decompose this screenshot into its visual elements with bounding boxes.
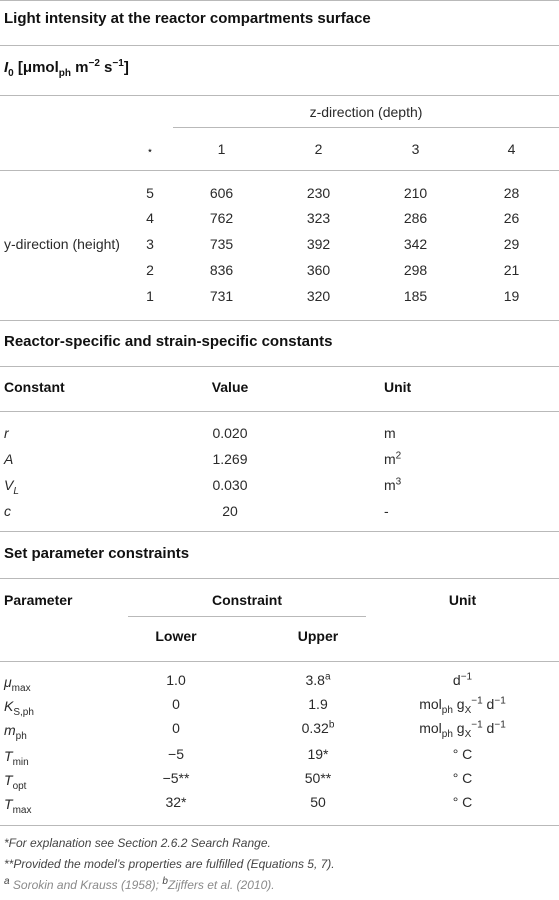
cell: 230 xyxy=(306,185,331,201)
unit-value: ° C xyxy=(452,746,473,762)
constant-unit: $m^2$ xyxy=(384,450,402,467)
lower-value: 0 xyxy=(172,720,180,736)
y-index: 1 xyxy=(146,288,154,304)
rule xyxy=(0,95,559,96)
z-col-3: 3 xyxy=(411,141,420,157)
header-lower: Lower xyxy=(155,628,197,644)
footnote-1: *For explanation see Section 2.6.2 Search Range. xyxy=(4,836,271,850)
unit-value: mol$_{ph}$ $g_X^{-1}$ $d^{-1}$ xyxy=(419,695,506,716)
unit-open: [μmol xyxy=(13,59,59,76)
cell: 323 xyxy=(306,210,331,226)
footnote-3: $^a$ Sorokin and Krauss (1958); $^b$Zijffers et al. (2010). xyxy=(4,876,275,892)
cell: 19 xyxy=(503,288,520,304)
lower-value: 32* xyxy=(165,794,187,810)
cell: 360 xyxy=(306,262,331,278)
constant-value: 20 xyxy=(222,503,238,519)
constant-value: 0.020 xyxy=(212,425,248,441)
upper-value: 3.8$^a$ xyxy=(305,671,331,688)
constant-name: c xyxy=(4,503,11,519)
y-index: 3 xyxy=(146,236,154,252)
header-unit: Unit xyxy=(448,592,477,608)
rule xyxy=(0,578,559,579)
cell: 210 xyxy=(403,185,428,201)
lower-value: 1.0 xyxy=(166,672,186,688)
unit-m-exp: −2 xyxy=(88,58,100,69)
unit-m: m xyxy=(70,59,89,76)
top-rule xyxy=(0,0,559,1)
z-direction-header: z-direction (depth) xyxy=(309,104,423,120)
section-title-light: Light intensity at the reactor compartments surface xyxy=(4,10,371,27)
cell: 29 xyxy=(503,236,520,252)
rule xyxy=(0,531,559,532)
variable-header xyxy=(4,58,129,79)
rule xyxy=(0,320,559,321)
parameter-name: $T_{min}$ xyxy=(4,748,29,768)
rule xyxy=(0,45,559,46)
cell: 735 xyxy=(209,236,234,252)
lower-value: −5 xyxy=(168,746,184,762)
y-index: 5 xyxy=(146,185,154,201)
cell: 28 xyxy=(503,185,520,201)
constant-value: 1.269 xyxy=(212,451,248,467)
parameter-name: $m_{ph}$ xyxy=(4,722,27,742)
constant-name: A xyxy=(4,451,14,467)
upper-value: 0.32$^b$ xyxy=(301,719,335,736)
y-index: 2 xyxy=(146,262,154,278)
cell: 762 xyxy=(209,210,234,226)
unit-close: ] xyxy=(123,59,129,76)
cell: 320 xyxy=(306,288,331,304)
cell: 342 xyxy=(403,236,428,252)
header-value: Value xyxy=(211,379,249,395)
cell: 185 xyxy=(403,288,428,304)
rule xyxy=(0,366,559,367)
cell: 286 xyxy=(403,210,428,226)
var-symbol: I xyxy=(4,59,9,76)
section-title-constants: Reactor-specific and strain-specific constants xyxy=(4,333,333,350)
constant-name: $V_L$ xyxy=(4,477,19,497)
upper-value: 50** xyxy=(304,770,332,786)
parameter-name: $K_{S,ph}$ xyxy=(4,698,34,718)
y-index: 4 xyxy=(146,210,154,226)
cell: 836 xyxy=(209,262,234,278)
header-constraint: Constraint xyxy=(212,592,282,608)
header-constant: Constant xyxy=(4,379,65,395)
cell: 606 xyxy=(209,185,234,201)
z-col-1: 1 xyxy=(217,141,226,157)
parameter-name: $\mu_{max}$ xyxy=(4,674,31,694)
lower-value: −5** xyxy=(162,770,190,786)
cell: 392 xyxy=(306,236,331,252)
header-parameter: Parameter xyxy=(4,592,73,608)
rule xyxy=(0,661,559,662)
unit-value: mol$_{ph}$ $g_X^{-1}$ $d^{-1}$ xyxy=(419,719,506,740)
header-upper: Upper xyxy=(297,628,339,644)
parameter-name: $T_{max}$ xyxy=(4,796,32,816)
rule xyxy=(0,411,559,412)
cell: 298 xyxy=(403,262,428,278)
constant-unit: $m^3$ xyxy=(384,476,402,493)
upper-value: 19* xyxy=(307,746,329,762)
constant-value: 0.030 xyxy=(212,477,248,493)
unit-value: ° C xyxy=(452,794,473,810)
constant-unit: m xyxy=(384,425,396,441)
upper-value: 50 xyxy=(310,794,326,810)
header-unit: Unit xyxy=(384,379,412,395)
z-col-2: 2 xyxy=(314,141,323,157)
unit-ph: ph xyxy=(58,68,71,79)
constant-unit: - xyxy=(384,503,389,519)
var-sub: 0 xyxy=(8,68,14,79)
corner-star: ⋆ xyxy=(146,145,154,157)
cell: 731 xyxy=(209,288,234,304)
unit-s-exp: −1 xyxy=(112,58,124,69)
section-title-constraints: Set parameter constraints xyxy=(4,545,190,562)
y-direction-label: y-direction (height) xyxy=(4,236,120,252)
bottom-rule xyxy=(0,825,559,826)
rule-constraint-header xyxy=(128,616,366,617)
cell: 26 xyxy=(503,210,520,226)
unit-value: $d^{-1}$ xyxy=(452,671,473,688)
parameter-name: $T_{opt}$ xyxy=(4,772,27,792)
unit-s: s xyxy=(99,59,113,76)
rule xyxy=(0,170,559,171)
constant-name: r xyxy=(4,425,9,441)
rule-z-header xyxy=(173,127,559,128)
footnote-2: **Provided the model’s properties are fulfilled (Equations 5, 7). xyxy=(4,857,335,871)
unit-value: ° C xyxy=(452,770,473,786)
z-col-4: 4 xyxy=(507,141,516,157)
upper-value: 1.9 xyxy=(308,696,328,712)
lower-value: 0 xyxy=(172,696,180,712)
cell: 21 xyxy=(503,262,520,278)
